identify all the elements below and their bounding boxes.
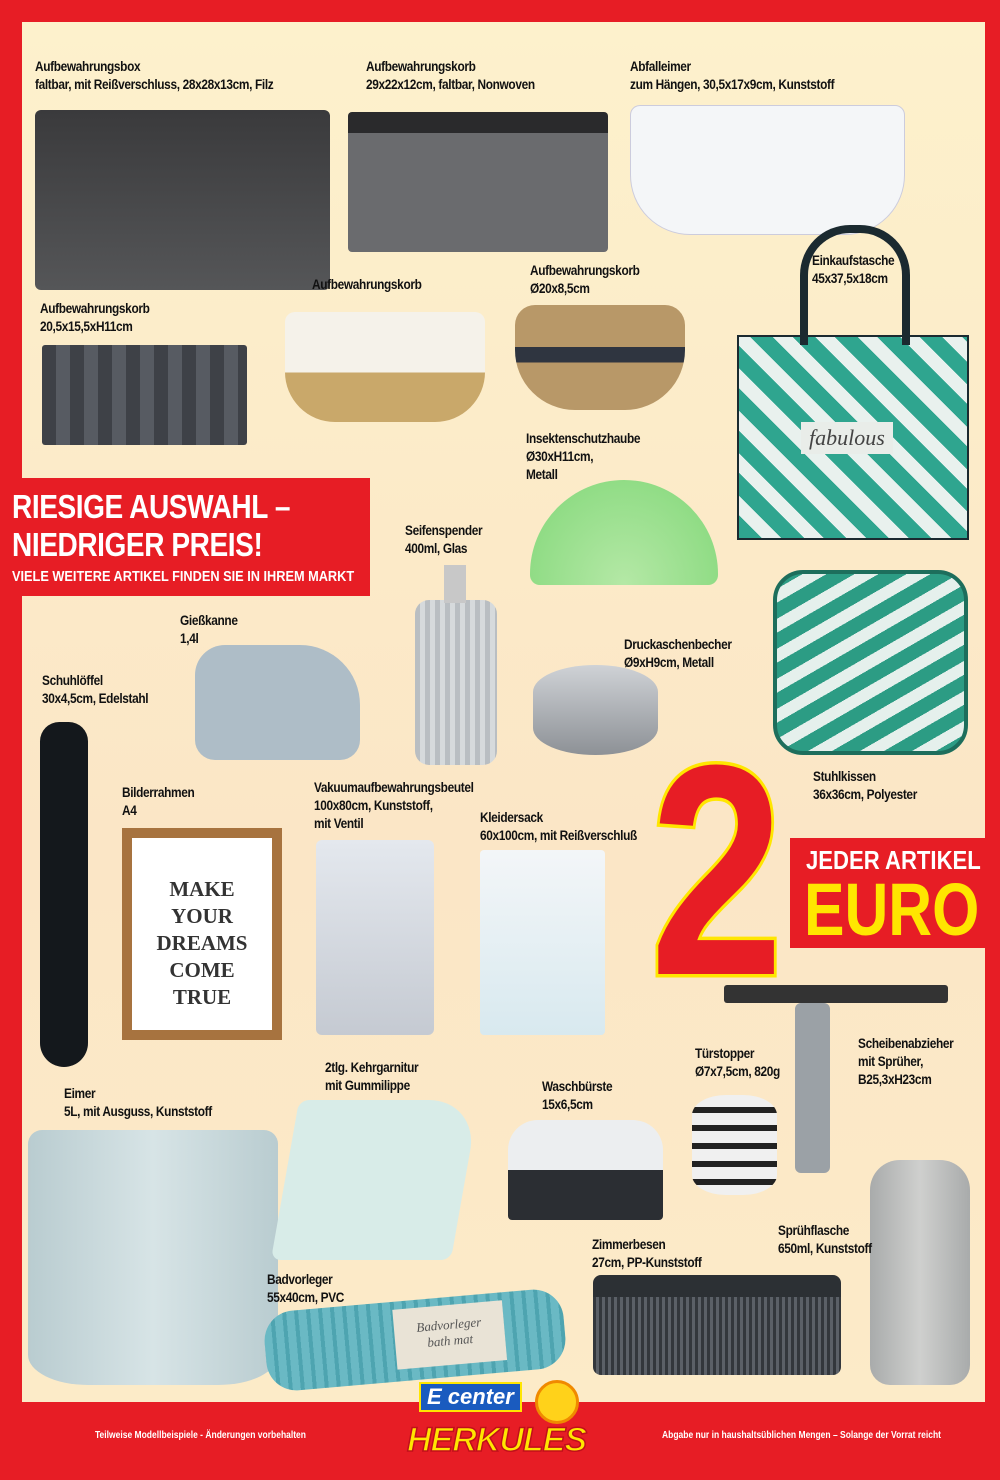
label-seifenspender: Seifenspender 400ml, Glas bbox=[405, 523, 483, 556]
bucket-image bbox=[28, 1130, 278, 1385]
garment-bag-image bbox=[480, 850, 605, 1035]
price-currency: EURO bbox=[804, 868, 980, 951]
mat-label: Badvorleger bath mat bbox=[392, 1300, 507, 1369]
label-aufbewahrungskorb-woven: Aufbewahrungskorb 20,5x15,5xH11cm bbox=[40, 301, 150, 334]
label-vakuumbeutel: Vakuumaufbewahrungsbeutel 100x80cm, Kunststoff, mit Ventil bbox=[314, 780, 474, 831]
label-schuhloeffel: Schuhlöffel 30x4,5cm, Edelstahl bbox=[42, 673, 149, 706]
price-number: 2 bbox=[650, 702, 784, 1038]
ashtray-image bbox=[533, 665, 658, 755]
door-stopper-image bbox=[692, 1095, 777, 1195]
footer-disclaimer-left: Teilweise Modellbeispiele - Änderungen vorbehalten bbox=[95, 1430, 306, 1441]
label-kehrgarnitur: 2tlg. Kehrgarnitur mit Gummilippe bbox=[325, 1060, 419, 1093]
label-tuerstopper: Türstopper Ø7x7,5cm, 820g bbox=[695, 1046, 780, 1079]
soap-pump bbox=[444, 565, 466, 603]
squeegee-handle bbox=[795, 1003, 830, 1173]
shoehorn-image bbox=[40, 722, 88, 1067]
seagrass-basket-image bbox=[515, 305, 685, 410]
waste-bin-image bbox=[630, 105, 905, 235]
label-giesskanne: Gießkanne 1,4l bbox=[180, 613, 238, 646]
ecenter-herkules-logo bbox=[405, 1380, 595, 1475]
woven-basket-image bbox=[42, 345, 247, 445]
picture-frame-image bbox=[122, 828, 282, 1040]
watering-can-image bbox=[195, 645, 360, 760]
label-insektenschutzhaube: Insektenschutzhaube Ø30xH11cm, Metall bbox=[526, 431, 641, 482]
label-bilderrahmen: Bilderrahmen A4 bbox=[122, 785, 195, 818]
price-label: JEDER ARTIKEL bbox=[806, 845, 981, 875]
label-badvorleger: Badvorleger 55x40cm, PVC bbox=[267, 1272, 345, 1305]
label-spruehflasche: Sprühflasche 650ml, Kunststoff bbox=[778, 1223, 872, 1256]
soap-dispenser-image bbox=[415, 600, 497, 765]
label-zimmerbesen: Zimmerbesen 27cm, PP-Kunststoff bbox=[592, 1237, 702, 1270]
scrub-brush-image bbox=[508, 1120, 663, 1220]
label-waschbuerste: Waschbürste 15x6,5cm bbox=[542, 1079, 613, 1112]
label-aufbewahrungsbox: Aufbewahrungsbox faltbar, mit Reißverschluss, 28x28x13cm, Filz bbox=[35, 59, 274, 92]
promo-headline-2: NIEDRIGER PREIS! bbox=[12, 526, 263, 563]
promo-headline-1: RIESIGE AUSWAHL – bbox=[12, 488, 291, 525]
promo-banner bbox=[0, 478, 370, 596]
label-abfalleimer: Abfalleimer zum Hängen, 30,5x17x9cm, Kunststoff bbox=[630, 59, 835, 92]
label-aufbewahrungskorb-seagrass: Aufbewahrungskorb Ø20x8,5cm bbox=[530, 263, 640, 296]
logo-ecenter: E center bbox=[419, 1382, 522, 1412]
nonwoven-basket-image bbox=[348, 112, 608, 252]
label-einkaufstasche: Einkaufstasche 45x37,5x18cm bbox=[812, 253, 895, 286]
price-box bbox=[790, 838, 1000, 951]
label-scheibenabzieher: Scheibenabzieher mit Sprüher, B25,3xH23cm bbox=[858, 1036, 954, 1087]
label-kleidersack: Kleidersack 60x100cm, mit Reißverschluß bbox=[480, 810, 637, 843]
label-druckaschenbecher: Druckaschenbecher Ø9xH9cm, Metall bbox=[624, 637, 732, 670]
felt-box-image bbox=[35, 110, 330, 290]
cotton-basket-image bbox=[285, 312, 485, 422]
tote-bag-image bbox=[737, 335, 969, 540]
spray-bottle-image bbox=[870, 1160, 970, 1385]
frame-print: MAKE YOUR DREAMS COME TRUE bbox=[156, 877, 248, 1009]
broom-image bbox=[593, 1275, 841, 1375]
dustpan-image bbox=[271, 1100, 479, 1260]
promo-subline: VIELE WEITERE ARTIKEL FINDEN SIE IN IHREM MARKT bbox=[12, 568, 355, 585]
footer-disclaimer-right: Abgabe nur in haushaltsüblichen Mengen – Solange der Vorrat reicht bbox=[662, 1430, 941, 1441]
bag-print-text: fabulous bbox=[801, 422, 893, 454]
vacuum-bag-image bbox=[316, 840, 434, 1035]
label-stuhlkissen: Stuhlkissen 36x36cm, Polyester bbox=[813, 769, 917, 802]
chair-cushion-image bbox=[773, 570, 968, 755]
logo-herkules: HERKULES bbox=[407, 1421, 587, 1459]
sun-mascot-icon bbox=[535, 1380, 579, 1424]
label-aufbewahrungskorb-cotton: Aufbewahrungskorb bbox=[312, 277, 422, 292]
label-eimer: Eimer 5L, mit Ausguss, Kunststoff bbox=[64, 1086, 212, 1119]
label-aufbewahrungskorb-nonwoven: Aufbewahrungskorb 29x22x12cm, faltbar, Nonwoven bbox=[366, 59, 535, 92]
